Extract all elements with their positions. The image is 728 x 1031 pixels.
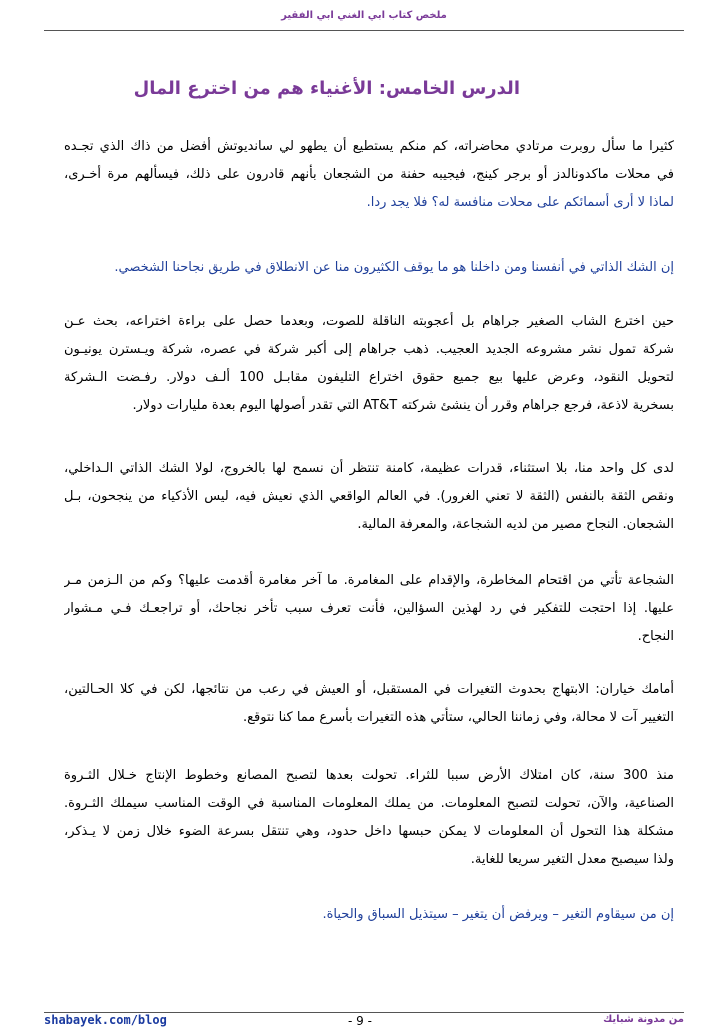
paragraph-line: ولذا سيصبح معدل التغير سريعا للغاية.: [470, 852, 674, 867]
paragraph-line: شركة تمول نشر مشروعه الجديد العجيب. ذهب جراهام إلى أكبر شركة في عصره، شركة ويـسترن يونيـون: [64, 342, 674, 357]
header-divider: [44, 30, 684, 31]
paragraph-4: [64, 455, 674, 539]
paragraph-line: في محلات ماكدونالدز أو برجر كينج، فيجيبه حفنة من الشجعان بأنهم قادرون على ذلك، فيسألهم مرة أخـرى،: [64, 167, 674, 182]
paragraph-line: مشكلة هذا التحول أن المعلومات لا يمكن حبسها داخل حدود، وهي تنتقل بسرعة الضوء خلال زمن لا يـذكر،: [64, 824, 674, 839]
paragraph-line: بسخرية لاذعة، فرجع جراهام وقرر أن ينشئ شركته AT&T التي تقدر أصولها اليوم بعدة مليارات دولار.: [132, 398, 674, 413]
footer-source: من مدونة شبايك: [603, 1014, 684, 1025]
paragraph-2: [64, 254, 674, 282]
paragraph-line: النجاح.: [637, 629, 674, 644]
paragraph-line: لتحويل النقود، وعرض عليها بيع جميع حقوق اختراع التليفون مقابـل 100 ألـف دولار. رفـضت الـشركة: [64, 370, 674, 385]
paragraph-line: الصناعية، والآن، تحولت لتصبح المعلومات. من يملك المعلومات المناسبة في الوقت المناسب سيملك الثـروة.: [64, 796, 674, 811]
paragraph-line: ونقص الثقة بالنفس (الثقة لا تعني الغرور). في العالم الواقعي الذي نعيش فيه، ليس الأذكياء من ينجحون، بـل: [64, 489, 674, 504]
footer-site-link[interactable]: shabayek.com/blog: [44, 1013, 167, 1027]
paragraph-3: [64, 308, 674, 420]
paragraph-line: التغيير آت لا محالة، وفي زماننا الحالي، ستأتي هذه التغيرات بأسرع مما كنا نتوقع.: [242, 710, 674, 725]
paragraph-line: أمامك خياران: الابتهاج بحدوث التغيرات في المستقبل، أو العيش في رعب من نتائجها، لكن في كلا الحـالتين،: [64, 682, 674, 697]
paragraph-line: لدى كل واحد منا، بلا استثناء، قدرات عظيمة، كامنة تنتظر أن نسمح لها بالخروج، لولا الشك الذاتي الـداخلي،: [64, 461, 674, 476]
paragraph-line: منذ 300 سنة، كان امتلاك الأرض سببا للثراء. تحولت بعدها لتصبح المصانع وخطوط الإنتاج خـلال الثـروة: [64, 768, 674, 783]
page-number: - 9 -: [348, 1014, 372, 1028]
paragraph-6: [64, 676, 674, 732]
paragraph-1: [64, 133, 674, 217]
lesson-title: الدرس الخامس: الأغنياء هم من اخترع المال: [133, 78, 520, 99]
paragraph-line: عليها. إذا احتجت للتفكير في رد لهذين السؤالين، فأنت تعرف سبب تأخر نجاحك، أو تراجعـك فـي مـشوار: [64, 601, 674, 616]
paragraph-line: إن من سيقاوم التغير – ويرفض أن يتغير – سيتذيل السباق والحياة.: [322, 907, 674, 922]
paragraph-line: الشجعان. النجاح مصير من لديه الشجاعة، والمعرفة المالية.: [357, 517, 674, 532]
paragraph-7: [64, 762, 674, 874]
paragraph-line: الشجاعة تأتي من اقتحام المخاطرة، والإقدام على المغامرة. ما آخر مغامرة أقدمت عليها؟ وكم من الـزمن مـر: [64, 573, 674, 588]
paragraph-line: حين اخترع الشاب الصغير جراهام بل أعجوبته الناقلة للصوت، وبعدما حصل على براءة اختراعه، بحث عـن: [64, 314, 674, 329]
paragraph-line: إن الشك الذاتي في أنفسنا ومن داخلنا هو ما يوقف الكثيرون منا عن الانطلاق في طريق نجاحنا الشخصي.: [114, 260, 674, 275]
paragraph-8: [64, 901, 674, 929]
paragraph-line: لماذا لا أرى أسمائكم على محلات منافسة له؟ فلا يجد ردا.: [366, 195, 674, 210]
running-header: ملخص كتاب ابي الغني ابي الفقير: [281, 10, 447, 21]
paragraph-line: كثيرا ما سأل روبرت مرتادي محاضراته، كم منكم يستطيع أن يطهو لي سانديوتش أفضل من ذاك الذي تجـده: [64, 139, 674, 154]
paragraph-5: [64, 567, 674, 651]
